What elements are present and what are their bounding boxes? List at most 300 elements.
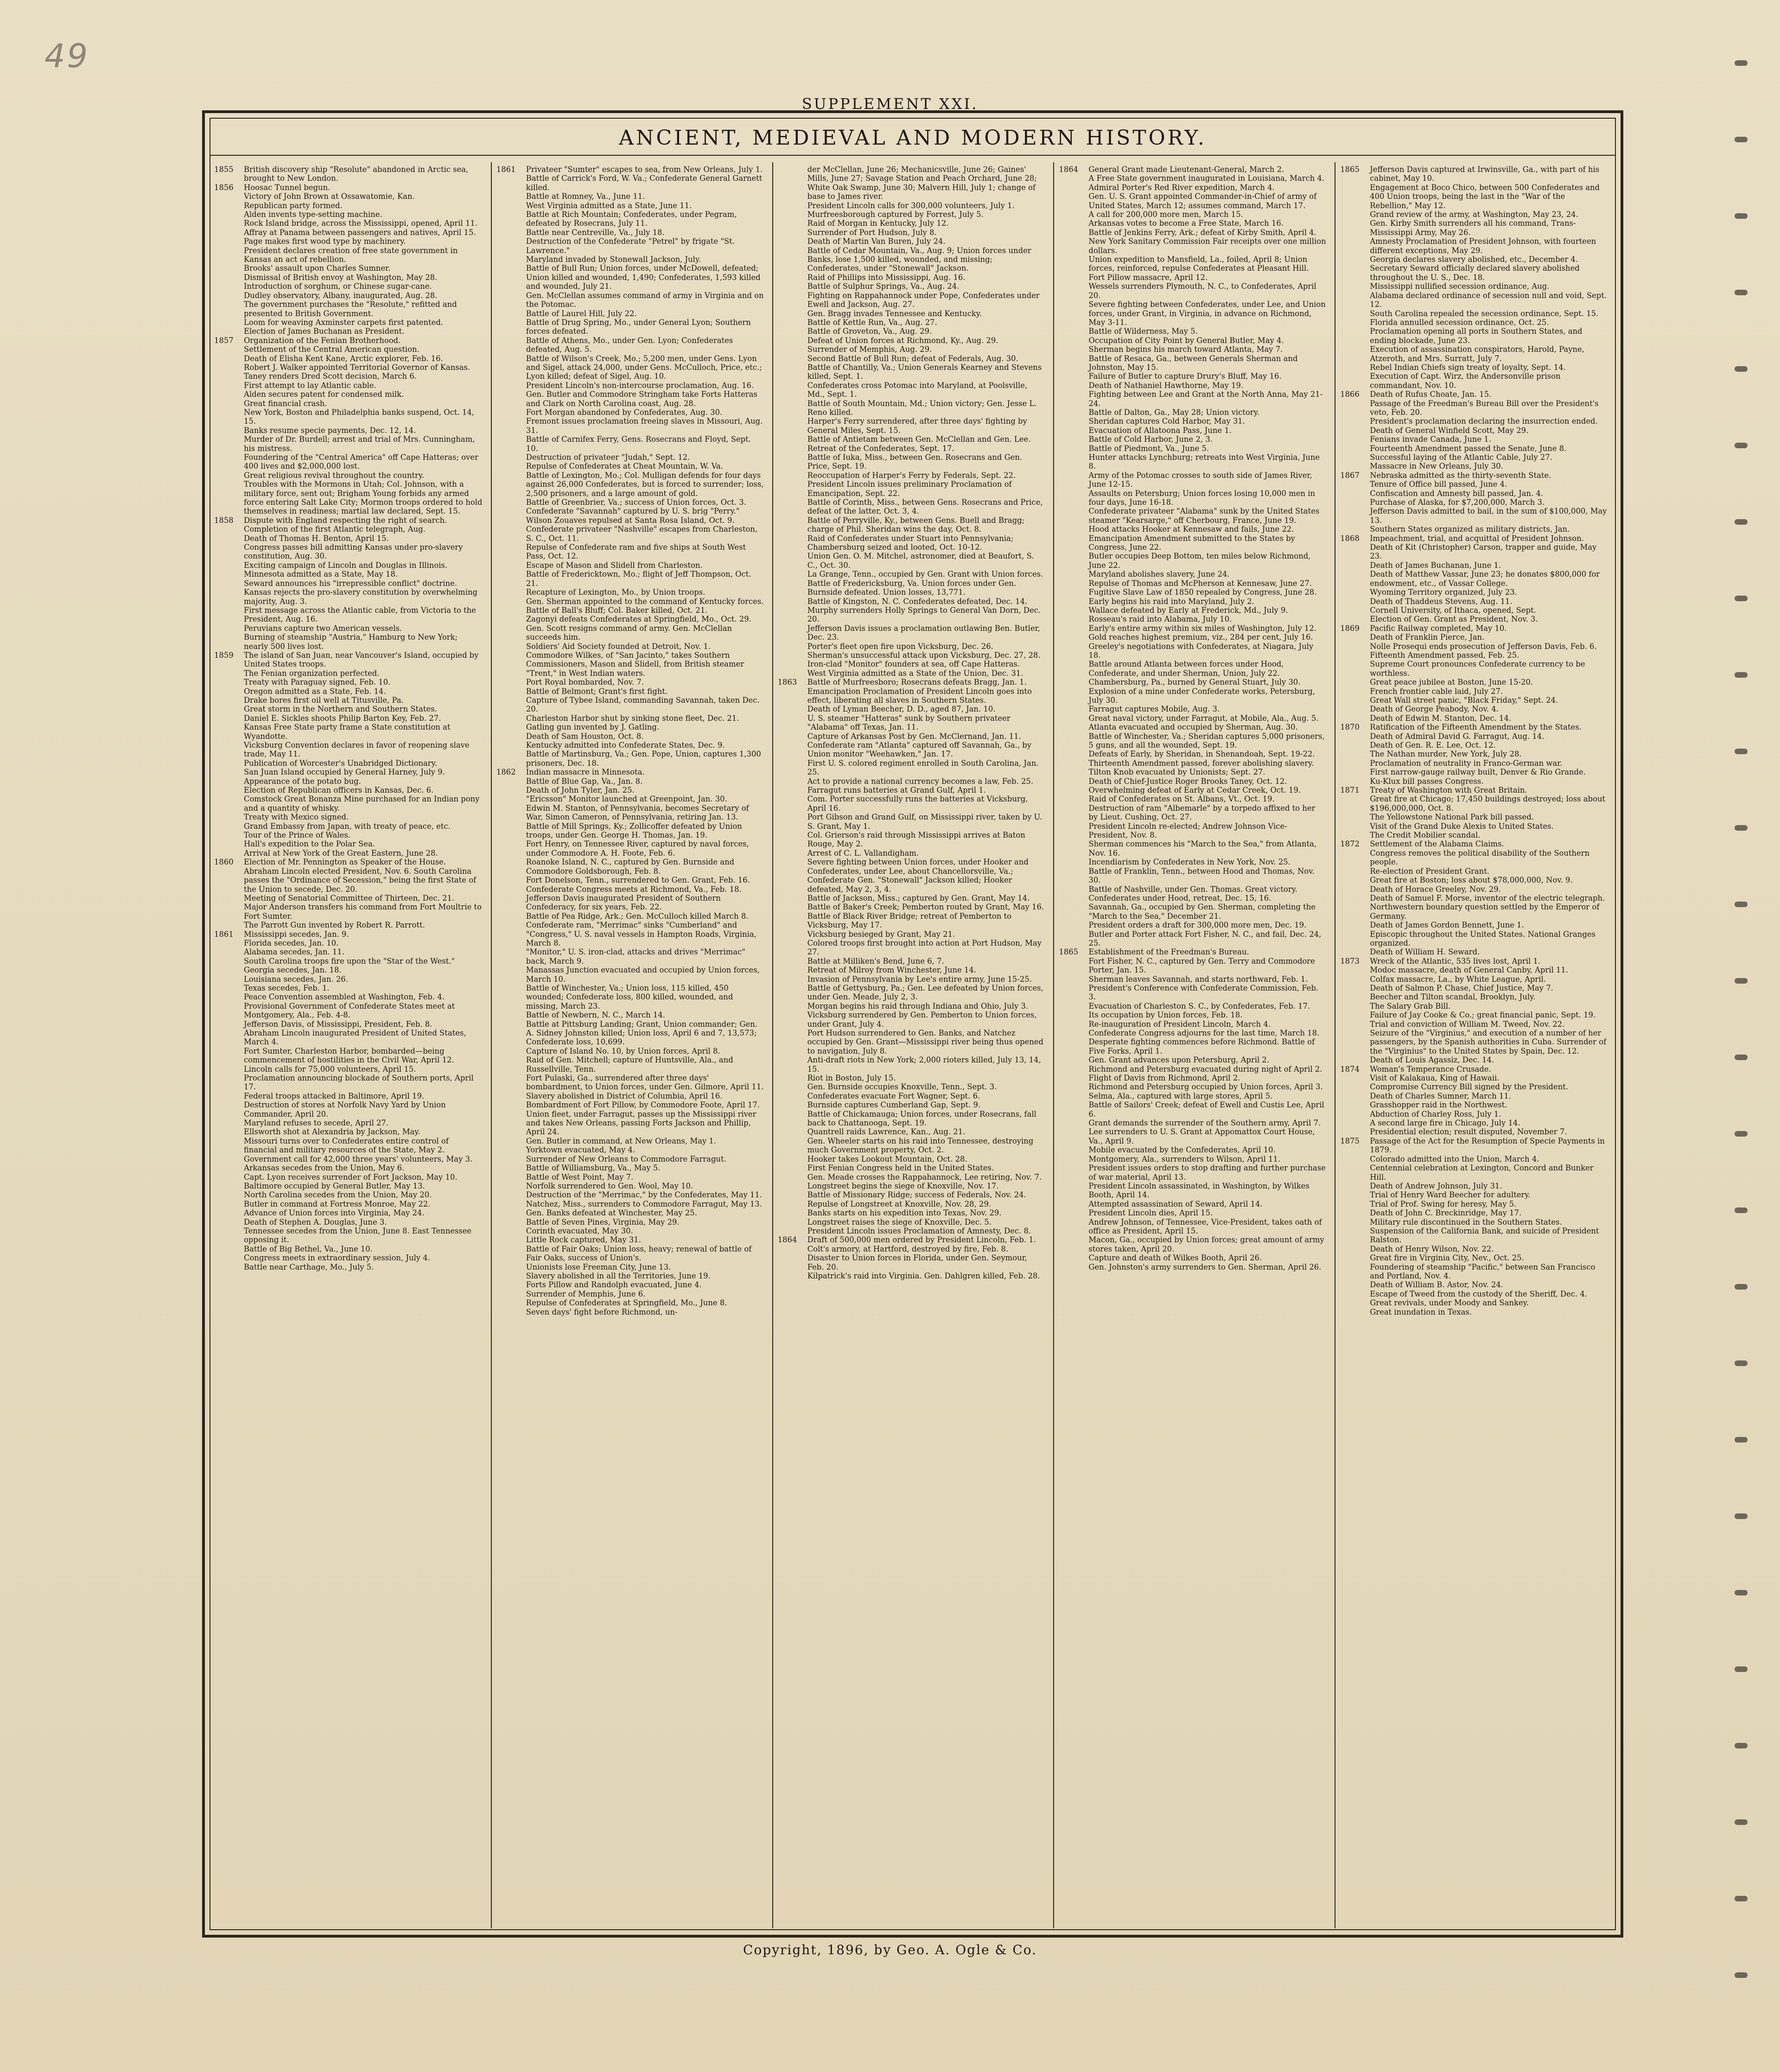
entry-text: Impeachment, trial, and acquittal of President Johnson. bbox=[1370, 534, 1584, 543]
history-entry bbox=[1339, 957, 1608, 966]
entry-text: Visit of the Grand Duke Alexis to United States. bbox=[1370, 821, 1554, 831]
entry-text: Great fire at Boston; loss about $78,000,000, Nov. 9. bbox=[1370, 876, 1573, 885]
entry-text: Attempted assassination of Seward, April 14. bbox=[1088, 1199, 1263, 1208]
entry-year bbox=[213, 947, 244, 956]
entry-text: Execution of assassination conspirators, Harold, Payne, Atzeroth, and Mrs. Surratt, July 7. bbox=[1370, 345, 1584, 363]
history-entry bbox=[777, 1190, 1045, 1199]
entry-year bbox=[213, 390, 244, 399]
entry-year bbox=[496, 1190, 526, 1199]
entry-year bbox=[1058, 1002, 1088, 1011]
entry-year bbox=[1339, 318, 1370, 327]
entry-text: Death of John C. Breckinridge, May 17. bbox=[1370, 1208, 1522, 1218]
history-entry bbox=[1339, 597, 1608, 606]
history-entry bbox=[496, 615, 764, 623]
entry-text: Great religious revival throughout the country. bbox=[244, 470, 425, 480]
entry-text: Fremont issues proclamation freeing slaves in Missouri, Aug. 31. bbox=[526, 417, 763, 435]
entry-text: Mississippi secedes, Jan. 9. bbox=[244, 929, 349, 939]
entry-year bbox=[1058, 786, 1088, 794]
entry-year bbox=[777, 417, 807, 435]
entry-text: Fifteenth Amendment passed, Feb. 25. bbox=[1370, 650, 1519, 660]
entry-text: Battle of Carrick's Ford, W. Va.; Confederate General Garnett killed. bbox=[526, 174, 763, 192]
entry-year: 1855 bbox=[214, 165, 234, 174]
entry-year bbox=[777, 759, 807, 777]
history-entry bbox=[1058, 1145, 1326, 1154]
entry-year bbox=[1058, 1011, 1088, 1019]
entry-year bbox=[1339, 930, 1370, 948]
history-entry bbox=[1058, 1037, 1326, 1055]
entry-year bbox=[1058, 237, 1088, 255]
history-entry bbox=[496, 354, 764, 381]
entry-text: Norfolk surrendered to Gen. Wool, May 10. bbox=[526, 1181, 693, 1190]
binding-hole bbox=[1735, 1666, 1748, 1672]
history-entry bbox=[1339, 435, 1608, 444]
entry-text: Compromise Currency Bill signed by the President. bbox=[1370, 1082, 1568, 1092]
entry-text: Death of James Gordon Bennett, June 1. bbox=[1370, 921, 1524, 930]
entry-year bbox=[1058, 660, 1088, 678]
history-entry bbox=[496, 1227, 764, 1235]
entry-text: Woman's Temperance Crusade. bbox=[1370, 1064, 1491, 1074]
entry-year bbox=[213, 363, 244, 372]
history-entry bbox=[777, 309, 1045, 318]
entry-year bbox=[777, 1190, 807, 1199]
history-entry bbox=[1339, 984, 1608, 992]
history-entry bbox=[1339, 777, 1608, 786]
entry-text: Destruction of the "Merrimac," by the Confederates, May 11. bbox=[526, 1190, 763, 1200]
history-entry bbox=[1339, 1065, 1608, 1074]
entry-year bbox=[777, 1055, 807, 1074]
history-entry bbox=[496, 1155, 764, 1163]
entry-year bbox=[213, 606, 244, 624]
history-entry bbox=[213, 1263, 483, 1271]
history-entry bbox=[1058, 489, 1326, 507]
entry-year: 1864 bbox=[1059, 165, 1079, 174]
entry-year bbox=[1058, 839, 1088, 858]
entry-text: Fugitive Slave Law of 1850 repealed by Congress, June 28. bbox=[1088, 588, 1317, 597]
entry-year bbox=[1058, 1235, 1088, 1253]
entry-year bbox=[1058, 183, 1088, 192]
entry-text: Raid of Gen. Mitchell; capture of Huntsville, Ala., and Russellville, Tenn. bbox=[526, 1055, 733, 1074]
entry-year bbox=[1058, 408, 1088, 417]
entry-text: South Carolina repealed the secession ordinance, Sept. 15. bbox=[1370, 309, 1599, 318]
entry-year bbox=[777, 534, 807, 552]
history-entry bbox=[496, 1145, 764, 1154]
entry-text: Evacuation of Charleston S. C., by Confederates, Feb. 17. bbox=[1088, 1001, 1310, 1011]
history-entry bbox=[496, 894, 764, 912]
entry-year bbox=[213, 264, 244, 273]
history-entry bbox=[496, 462, 764, 470]
entry-year: 1859 bbox=[214, 650, 234, 660]
entry-text: Repulse of Thomas and McPherson at Kennesaw, June 27. bbox=[1088, 578, 1312, 588]
entry-text: Army of the Potomac crosses to south side of James River, June 12-15. bbox=[1088, 470, 1312, 489]
history-entry bbox=[1058, 921, 1326, 929]
history-entry bbox=[777, 912, 1045, 930]
entry-text: Roanoke Island, N. C., captured by Gen. Burnside and Commodore Goldsborough, Feb. 8. bbox=[526, 858, 735, 876]
entry-text: Trial of Prof. Swing for heresy, May 5. bbox=[1370, 1199, 1517, 1208]
history-entry bbox=[1058, 1163, 1326, 1182]
history-entry bbox=[213, 543, 483, 561]
entry-year bbox=[1058, 723, 1088, 731]
entry-year bbox=[1339, 219, 1370, 237]
entry-text: Colt's armory, at Hartford, destroyed by fire, Feb. 8. bbox=[807, 1244, 1009, 1253]
entry-text: Battle of Missionary Ridge; success of Federals, Nov. 24. bbox=[807, 1190, 1026, 1200]
entry-year bbox=[1339, 849, 1370, 867]
entry-year bbox=[496, 1110, 526, 1137]
binding-hole bbox=[1735, 749, 1748, 754]
entry-year bbox=[213, 1155, 244, 1163]
copyright-line: Copyright, 1896, by Geo. A. Ogle & Co. bbox=[743, 1942, 1037, 1958]
entry-year bbox=[1339, 992, 1370, 1001]
entry-year bbox=[1339, 1253, 1370, 1262]
entry-year bbox=[777, 705, 807, 713]
entry-year bbox=[777, 939, 807, 957]
history-entry bbox=[213, 1208, 483, 1217]
entry-text: Colfax massacre, La., by White League, April. bbox=[1370, 974, 1546, 984]
entry-text: Hall's expedition to the Polar Sea. bbox=[244, 839, 375, 849]
history-entry bbox=[496, 1055, 764, 1074]
entry-year bbox=[1058, 345, 1088, 354]
entry-year bbox=[1058, 687, 1088, 705]
entry-year bbox=[213, 794, 244, 813]
entry-text: Murder of Dr. Burdell; arrest and trial of Mrs. Cunningham, his mistress. bbox=[244, 435, 475, 453]
entry-text: Victory of John Brown at Ossawatomie, Kan. bbox=[244, 192, 415, 201]
entry-text: Battle of Chantilly, Va.; Union Generals Kearney and Stevens killed, Sept. 1. bbox=[807, 362, 1042, 381]
history-entry bbox=[1339, 759, 1608, 768]
history-entry bbox=[1058, 930, 1326, 948]
history-entry bbox=[777, 624, 1045, 642]
entry-text: Battle of Murfreesboro; Rosecrans defeats Bragg, Jan. 1. bbox=[807, 678, 1027, 687]
entry-year bbox=[1339, 975, 1370, 984]
entry-year bbox=[1339, 894, 1370, 903]
entry-year bbox=[1339, 444, 1370, 453]
entry-year bbox=[496, 777, 526, 786]
entry-text: Fort Pillow massacre, April 12. bbox=[1088, 273, 1208, 282]
entry-year: 1866 bbox=[1340, 390, 1360, 399]
entry-text: Raid of Phillips into Mississippi, Aug. 16. bbox=[807, 273, 966, 282]
entry-text: Battle of Franklin, Tenn., between Hood and Thomas, Nov. 30. bbox=[1088, 866, 1315, 885]
history-entry bbox=[213, 408, 483, 426]
entry-year bbox=[213, 1119, 244, 1127]
entry-text: Abraham Lincoln elected President, Nov. 6. South Carolina passes the "Ordinance of Secession," being the first State of the Union to secede, Dec. 20. bbox=[244, 866, 477, 894]
history-entry bbox=[1339, 678, 1608, 686]
history-entry bbox=[213, 390, 483, 399]
entry-text: Riot in Boston, July 15. bbox=[807, 1074, 896, 1083]
entry-text: Grant demands the surrender of the Southern army, April 7. bbox=[1088, 1119, 1321, 1128]
entry-text: Sherman begins his march toward Atlanta, May 7. bbox=[1088, 345, 1283, 354]
history-entry bbox=[777, 534, 1045, 552]
entry-year bbox=[1339, 867, 1370, 876]
history-entry bbox=[496, 417, 764, 435]
entry-text: Ku-Klux bill passes Congress. bbox=[1370, 776, 1484, 786]
entry-text: der McClellan, June 26; Mechanicsville, June 26; Gaines' Mills, June 27; Savage Station and Peach Orchard, June 28; White Oak Swamp, June 30; Malvern Hill, July 1; change of base to James river. bbox=[807, 165, 1037, 201]
entry-text: Seward announces his "irrepressible conflict" doctrine. bbox=[244, 578, 457, 588]
history-entry bbox=[1058, 444, 1326, 453]
history-entry bbox=[213, 984, 483, 992]
entry-text: Confederate ram "Atlanta" captured off Savannah, Ga., by Union monitor "Weehawken," Jan. 17. bbox=[807, 741, 1032, 759]
history-entry bbox=[1058, 1002, 1326, 1011]
history-entry bbox=[496, 507, 764, 515]
entry-text: Treaty of Washington with Great Britain. bbox=[1370, 786, 1527, 795]
entry-year bbox=[1339, 1082, 1370, 1091]
binding-holes bbox=[1735, 42, 1753, 2044]
entry-year bbox=[777, 714, 807, 732]
entry-year bbox=[213, 786, 244, 794]
history-entry bbox=[213, 525, 483, 534]
entry-year bbox=[1058, 624, 1088, 633]
history-entry bbox=[213, 849, 483, 858]
entry-text: Escape of Mason and Slidell from Charleston. bbox=[526, 560, 703, 570]
entry-year bbox=[213, 354, 244, 363]
entry-year bbox=[213, 624, 244, 633]
history-entry bbox=[1339, 1011, 1608, 1019]
history-entry bbox=[1339, 660, 1608, 678]
entry-year bbox=[213, 372, 244, 381]
history-entry bbox=[496, 750, 764, 768]
entry-year bbox=[777, 1208, 807, 1217]
history-entry bbox=[1058, 534, 1326, 552]
entry-text: Foundering of steamship "Pacific," between San Francisco and Portland, Nov. 4. bbox=[1370, 1262, 1596, 1280]
entry-text: Re-election of President Grant. bbox=[1370, 866, 1490, 876]
entry-text: Thirteenth Amendment passed, forever abolishing slavery. bbox=[1088, 758, 1314, 768]
history-entry bbox=[496, 498, 764, 507]
entry-year bbox=[1339, 903, 1370, 921]
entry-text: Battle of Nashville, under Gen. Thomas. Great victory. Confederates under Hood, retreat, Dec. 15, 16. bbox=[1088, 884, 1297, 903]
history-entry bbox=[213, 714, 483, 723]
entry-text: Arrest of C. L. Vallandigham. bbox=[807, 848, 919, 858]
entry-year bbox=[1339, 327, 1370, 345]
history-entry bbox=[777, 1029, 1045, 1055]
entry-text: Wreck of the Atlantic, 535 lives lost, April 1. bbox=[1370, 956, 1541, 966]
entry-text: Zagonyi defeats Confederates at Springfield, Mo., Oct. 29. bbox=[526, 615, 751, 624]
entry-year bbox=[777, 1074, 807, 1082]
history-entry bbox=[1058, 381, 1326, 390]
entry-text: First attempt to lay Atlantic cable. bbox=[244, 381, 376, 390]
entry-year bbox=[777, 318, 807, 327]
entry-text: Confederate "Savannah" captured by U. S. brig "Perry." bbox=[526, 507, 740, 516]
entry-year bbox=[777, 282, 807, 291]
entry-year bbox=[1058, 1127, 1088, 1145]
entry-text: Arkansas votes to become a Free State, March 16. bbox=[1088, 219, 1284, 228]
entry-text: Episcopic throughout the United States. National Granges organized. bbox=[1370, 929, 1596, 947]
entry-year bbox=[1058, 354, 1088, 372]
history-entry bbox=[1058, 1119, 1326, 1127]
entry-text: Grand Embassy from Japan, with treaty of peace, etc. bbox=[244, 821, 451, 831]
history-entry bbox=[1339, 1100, 1608, 1109]
entry-text: Destruction of the Confederate "Petrel" by frigate "St. Lawrence." bbox=[526, 237, 735, 255]
history-entry bbox=[1339, 489, 1608, 498]
entry-text: Government call for 42,000 three years' volunteers, May 3. bbox=[244, 1154, 473, 1163]
entry-text: Death of Kit (Christopher) Carson, trapper and guide, May 23. bbox=[1370, 543, 1597, 561]
entry-text: Peruvians capture two American vessels. bbox=[244, 623, 402, 633]
history-entry bbox=[1058, 282, 1326, 300]
entry-year bbox=[213, 561, 244, 570]
entry-year bbox=[1339, 732, 1370, 741]
entry-text: Battle of Belmont; Grant's first fight. bbox=[526, 686, 668, 696]
history-entry bbox=[777, 831, 1045, 849]
entry-year bbox=[213, 1182, 244, 1190]
entry-year bbox=[496, 543, 526, 561]
entry-text: Battle of Cedar Mountain, Va., Aug. 9; Union forces under Banks, lose 1,500 killed, wounded, and missing; Confederates, under "Stonewall" Jackson. bbox=[807, 246, 1031, 273]
history-entry bbox=[1339, 291, 1608, 309]
entry-text: Secretary Seward officially declared slavery abolished throughout the U. S., Dec. 18. bbox=[1370, 264, 1580, 282]
entry-year bbox=[1339, 291, 1370, 309]
binding-hole bbox=[1735, 1743, 1748, 1748]
history-entry bbox=[213, 345, 483, 354]
entry-year bbox=[213, 1002, 244, 1020]
history-entry bbox=[1058, 579, 1326, 588]
history-entry bbox=[496, 597, 764, 606]
entry-text: New York, Boston and Philadelphia banks suspend, Oct. 14, 15. bbox=[244, 407, 474, 426]
history-entry bbox=[213, 921, 483, 929]
entry-year bbox=[496, 1245, 526, 1263]
history-entry bbox=[496, 984, 764, 1011]
history-entry bbox=[1058, 228, 1326, 237]
entry-year bbox=[1058, 1263, 1088, 1271]
entry-text: Capt. Lyon receives surrender of Fort Jackson, May 10. bbox=[244, 1172, 458, 1182]
entry-text: Forts Pillow and Randolph evacuated, June 4. bbox=[526, 1280, 702, 1290]
entry-text: President's proclamation declaring the insurrection ended. bbox=[1370, 417, 1598, 426]
history-entry bbox=[777, 1227, 1045, 1235]
entry-year bbox=[1339, 588, 1370, 597]
entry-year bbox=[496, 624, 526, 642]
history-entry bbox=[1058, 714, 1326, 723]
entry-year bbox=[496, 794, 526, 803]
entry-text: Confederate privateer "Nashville" escapes from Charleston, S. C., Oct. 11. bbox=[526, 525, 758, 543]
entry-year bbox=[777, 1011, 807, 1029]
history-entry bbox=[777, 1155, 1045, 1163]
entry-year bbox=[777, 894, 807, 903]
history-entry bbox=[1339, 651, 1608, 660]
binding-hole bbox=[1735, 596, 1748, 601]
history-entry bbox=[1058, 984, 1326, 1002]
history-entry bbox=[1058, 408, 1326, 417]
history-entry bbox=[213, 1119, 483, 1127]
entry-year bbox=[213, 687, 244, 696]
entry-text: Battle of Jenkins Ferry, Ark.; defeat of Kirby Smith, April 4. bbox=[1088, 228, 1316, 237]
entry-text: Death of Salmon P. Chase, Chief Justice, May 7. bbox=[1370, 983, 1553, 992]
history-entry bbox=[213, 246, 483, 264]
entry-text: Raid of Confederates under Stuart into Pennsylvania; Chambersburg seized and looted, Oct. 10-12. bbox=[807, 534, 1014, 552]
history-entry bbox=[1339, 930, 1608, 948]
entry-year bbox=[213, 228, 244, 237]
history-entry bbox=[1058, 642, 1326, 660]
history-entry bbox=[777, 327, 1045, 336]
entry-year bbox=[777, 597, 807, 606]
history-entry bbox=[1058, 1065, 1326, 1074]
entry-year bbox=[496, 255, 526, 264]
entry-year bbox=[1339, 1290, 1370, 1298]
entry-year bbox=[213, 1127, 244, 1136]
entry-text: Savannah, Ga., occupied by Gen. Sherman, completing the "March to the Sea," December 21. bbox=[1088, 903, 1316, 921]
history-entry bbox=[1339, 822, 1608, 831]
entry-text: Gen. Burnside occupies Knoxville, Tenn., Sept. 3. bbox=[807, 1082, 997, 1092]
entry-year bbox=[1339, 426, 1370, 435]
entry-text: Nebraska admitted as the thirty-seventh State. bbox=[1370, 470, 1551, 480]
history-entry bbox=[777, 777, 1045, 786]
entry-year bbox=[1058, 678, 1088, 686]
entry-year bbox=[213, 822, 244, 831]
entry-year bbox=[213, 426, 244, 435]
history-entry bbox=[1058, 327, 1326, 336]
entry-text: General Grant made Lieutenant-General, March 2. bbox=[1088, 165, 1284, 174]
entry-year bbox=[1058, 777, 1088, 786]
entry-text: Great naval victory, under Farragut, at Mobile, Ala., Aug. 5. bbox=[1088, 713, 1319, 723]
entry-year bbox=[1339, 507, 1370, 525]
entry-text: Congress passes bill admitting Kansas under pro-slavery constitution, Aug. 30. bbox=[244, 543, 463, 561]
history-entry bbox=[1339, 786, 1608, 794]
history-entry bbox=[1339, 1020, 1608, 1029]
entry-year bbox=[1058, 1037, 1088, 1055]
history-entry bbox=[496, 876, 764, 884]
history-entry bbox=[1339, 363, 1608, 372]
entry-text: Passage of the Act for the Resumption of Specie Payments in 1879. bbox=[1370, 1136, 1605, 1155]
entry-year bbox=[496, 1092, 526, 1100]
entry-text: Gen. Meade crosses the Rappahannock, Lee retiring, Nov. 7. bbox=[807, 1172, 1042, 1182]
entry-year bbox=[213, 282, 244, 291]
entry-year bbox=[1058, 1020, 1088, 1029]
entry-text: Comstock Great Bonanza Mine purchased for an Indian pony and a quantity of whisky. bbox=[244, 794, 480, 813]
entry-text: Death of Andrew Johnson, July 31. bbox=[1370, 1181, 1502, 1190]
entry-text: Disaster to Union forces in Florida, under Gen. Seymour, Feb. 20. bbox=[807, 1253, 1027, 1271]
history-entry bbox=[1339, 417, 1608, 426]
entry-text: Arkansas secedes from the Union, May 6. bbox=[244, 1163, 405, 1173]
history-entry bbox=[777, 606, 1045, 624]
entry-year bbox=[1058, 1029, 1088, 1037]
entry-text: Alden secures patent for condensed milk. bbox=[244, 390, 404, 399]
entry-text: Repulse of Confederates at Springfield, Mo., June 8. bbox=[526, 1298, 727, 1308]
history-entry bbox=[777, 1271, 1045, 1280]
entry-text: Battle of Wilson's Creek, Mo.; 5,200 men, under Gens. Lyon and Sigel, attack 24,000, under Gens. McCulloch, Price, etc.; Lyon killed; defeat of Sigel, Aug. 10. bbox=[526, 354, 762, 381]
entry-year bbox=[496, 1290, 526, 1298]
history-entry bbox=[1058, 867, 1326, 885]
history-entry bbox=[777, 714, 1045, 732]
history-entry bbox=[213, 1127, 483, 1136]
entry-text: Modoc massacre, death of General Canby, April 11. bbox=[1370, 966, 1568, 975]
history-entry bbox=[777, 1092, 1045, 1100]
history-entry bbox=[777, 246, 1045, 273]
entry-text: Texas secedes, Feb. 1. bbox=[244, 983, 330, 992]
entry-text: Banks starts on his expedition into Texas, Nov. 29. bbox=[807, 1208, 1002, 1218]
history-entry bbox=[496, 1137, 764, 1145]
binding-hole bbox=[1735, 978, 1748, 984]
history-entry bbox=[1058, 678, 1326, 686]
history-entry bbox=[777, 786, 1045, 794]
entry-year bbox=[1058, 570, 1088, 578]
entry-text: President orders a draft for 300,000 more men, Dec. 19. bbox=[1088, 921, 1307, 930]
entry-year bbox=[1058, 1119, 1088, 1127]
history-entry bbox=[777, 480, 1045, 498]
history-entry bbox=[496, 714, 764, 723]
entry-year bbox=[496, 714, 526, 723]
history-entry bbox=[496, 516, 764, 525]
entry-text: Georgia declares slavery abolished, etc., December 4. bbox=[1370, 255, 1578, 264]
entry-text: Battle of Gettysburg, Pa.; Gen. Lee defeated by Union forces, under Gen. Meade, July 2, 3. bbox=[807, 983, 1043, 1002]
entry-text: First U. S. colored regiment enrolled in South Carolina, Jan. 25. bbox=[807, 758, 1039, 777]
history-entry bbox=[496, 309, 764, 318]
binding-hole bbox=[1735, 1819, 1748, 1825]
history-entry bbox=[1339, 255, 1608, 264]
history-entry bbox=[777, 930, 1045, 939]
history-entry bbox=[1058, 885, 1326, 903]
history-entry bbox=[777, 669, 1045, 678]
entry-year bbox=[496, 561, 526, 570]
entry-text: Death of Louis Agassiz, Dec. 14. bbox=[1370, 1055, 1494, 1065]
entry-text: Wilson Zouaves repulsed at Santa Rosa Island, Oct. 9. bbox=[526, 515, 735, 525]
history-entry bbox=[1058, 552, 1326, 570]
history-entry bbox=[1058, 606, 1326, 615]
entry-text: Union fleet, under Farragut, passes up the Mississippi river and takes New Orleans, passing Forts Jackson and Phillip, April 24. bbox=[526, 1109, 756, 1137]
history-entry bbox=[1339, 444, 1608, 453]
history-entry bbox=[496, 390, 764, 408]
